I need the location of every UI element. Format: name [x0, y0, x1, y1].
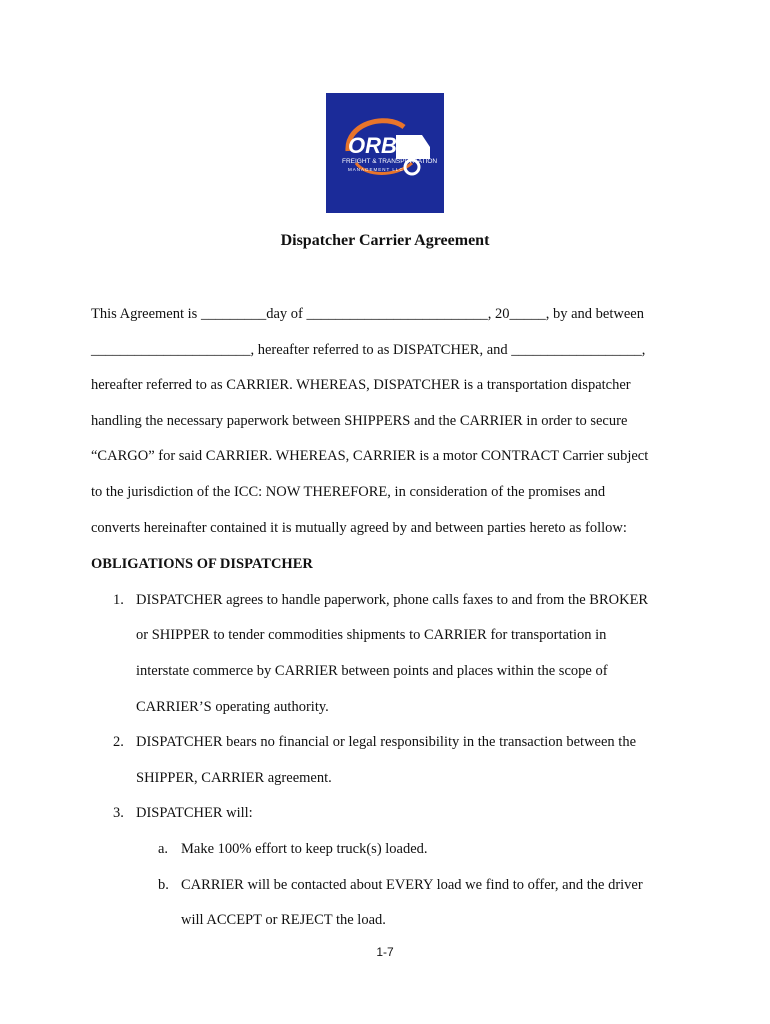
logo-line2: MANAGEMENT LLC [348, 167, 404, 172]
page-number: 1-7 [376, 945, 394, 959]
intro-line: to the jurisdiction of the ICC: NOW THEREFORE, in consideration of the promises and [91, 484, 606, 500]
list-item-line: CARRIER’S operating authority. [136, 699, 329, 715]
intro-line: handling the necessary paperwork between SHIPPERS and the CARRIER in order to secure [91, 413, 628, 429]
company-logo [326, 93, 444, 213]
intro-line: hereafter referred to as CARRIER. WHEREAS, DISPATCHER is a transportation dispatcher [91, 377, 631, 393]
list-item-line: DISPATCHER agrees to handle paperwork, phone calls faxes to and from the BROKER [136, 592, 649, 608]
logo-line1: FREIGHT & TRANSPORTATION [342, 158, 438, 165]
intro-line: ______________________, hereafter referred to as DISPATCHER, and __________________, [91, 342, 646, 358]
list-item-line: SHIPPER, CARRIER agreement. [136, 770, 332, 786]
list-item-line: interstate commerce by CARRIER between points and places within the scope of [136, 663, 608, 679]
logo-mark-text: ORB [348, 133, 397, 158]
sub-item-line: Make 100% effort to keep truck(s) loaded. [181, 841, 428, 857]
intro-line: This Agreement is _________day of _________________________, 20_____, by and between [91, 306, 644, 322]
logo-graphic [326, 93, 444, 213]
list-item-number: 1. [113, 592, 124, 608]
list-item-line: DISPATCHER will: [136, 805, 253, 821]
document-title: Dispatcher Carrier Agreement [280, 232, 490, 249]
sub-item-line: will ACCEPT or REJECT the load. [181, 912, 386, 928]
list-item-line: or SHIPPER to tender commodities shipments to CARRIER for transportation in [136, 627, 607, 643]
sub-item-letter: a. [158, 841, 169, 857]
intro-line: converts hereinafter contained it is mutually agreed by and between parties hereto as follow: [91, 520, 627, 536]
list-item-line: DISPATCHER bears no financial or legal responsibility in the transaction between the [136, 734, 637, 750]
sub-item-line: CARRIER will be contacted about EVERY load we find to offer, and the driver [181, 877, 643, 893]
section-heading: OBLIGATIONS OF DISPATCHER [91, 556, 313, 572]
list-item-number: 3. [113, 805, 124, 821]
sub-item-letter: b. [158, 877, 169, 893]
list-item-number: 2. [113, 734, 124, 750]
intro-line: “CARGO” for said CARRIER. WHEREAS, CARRIER is a motor CONTRACT Carrier subject [91, 448, 649, 464]
